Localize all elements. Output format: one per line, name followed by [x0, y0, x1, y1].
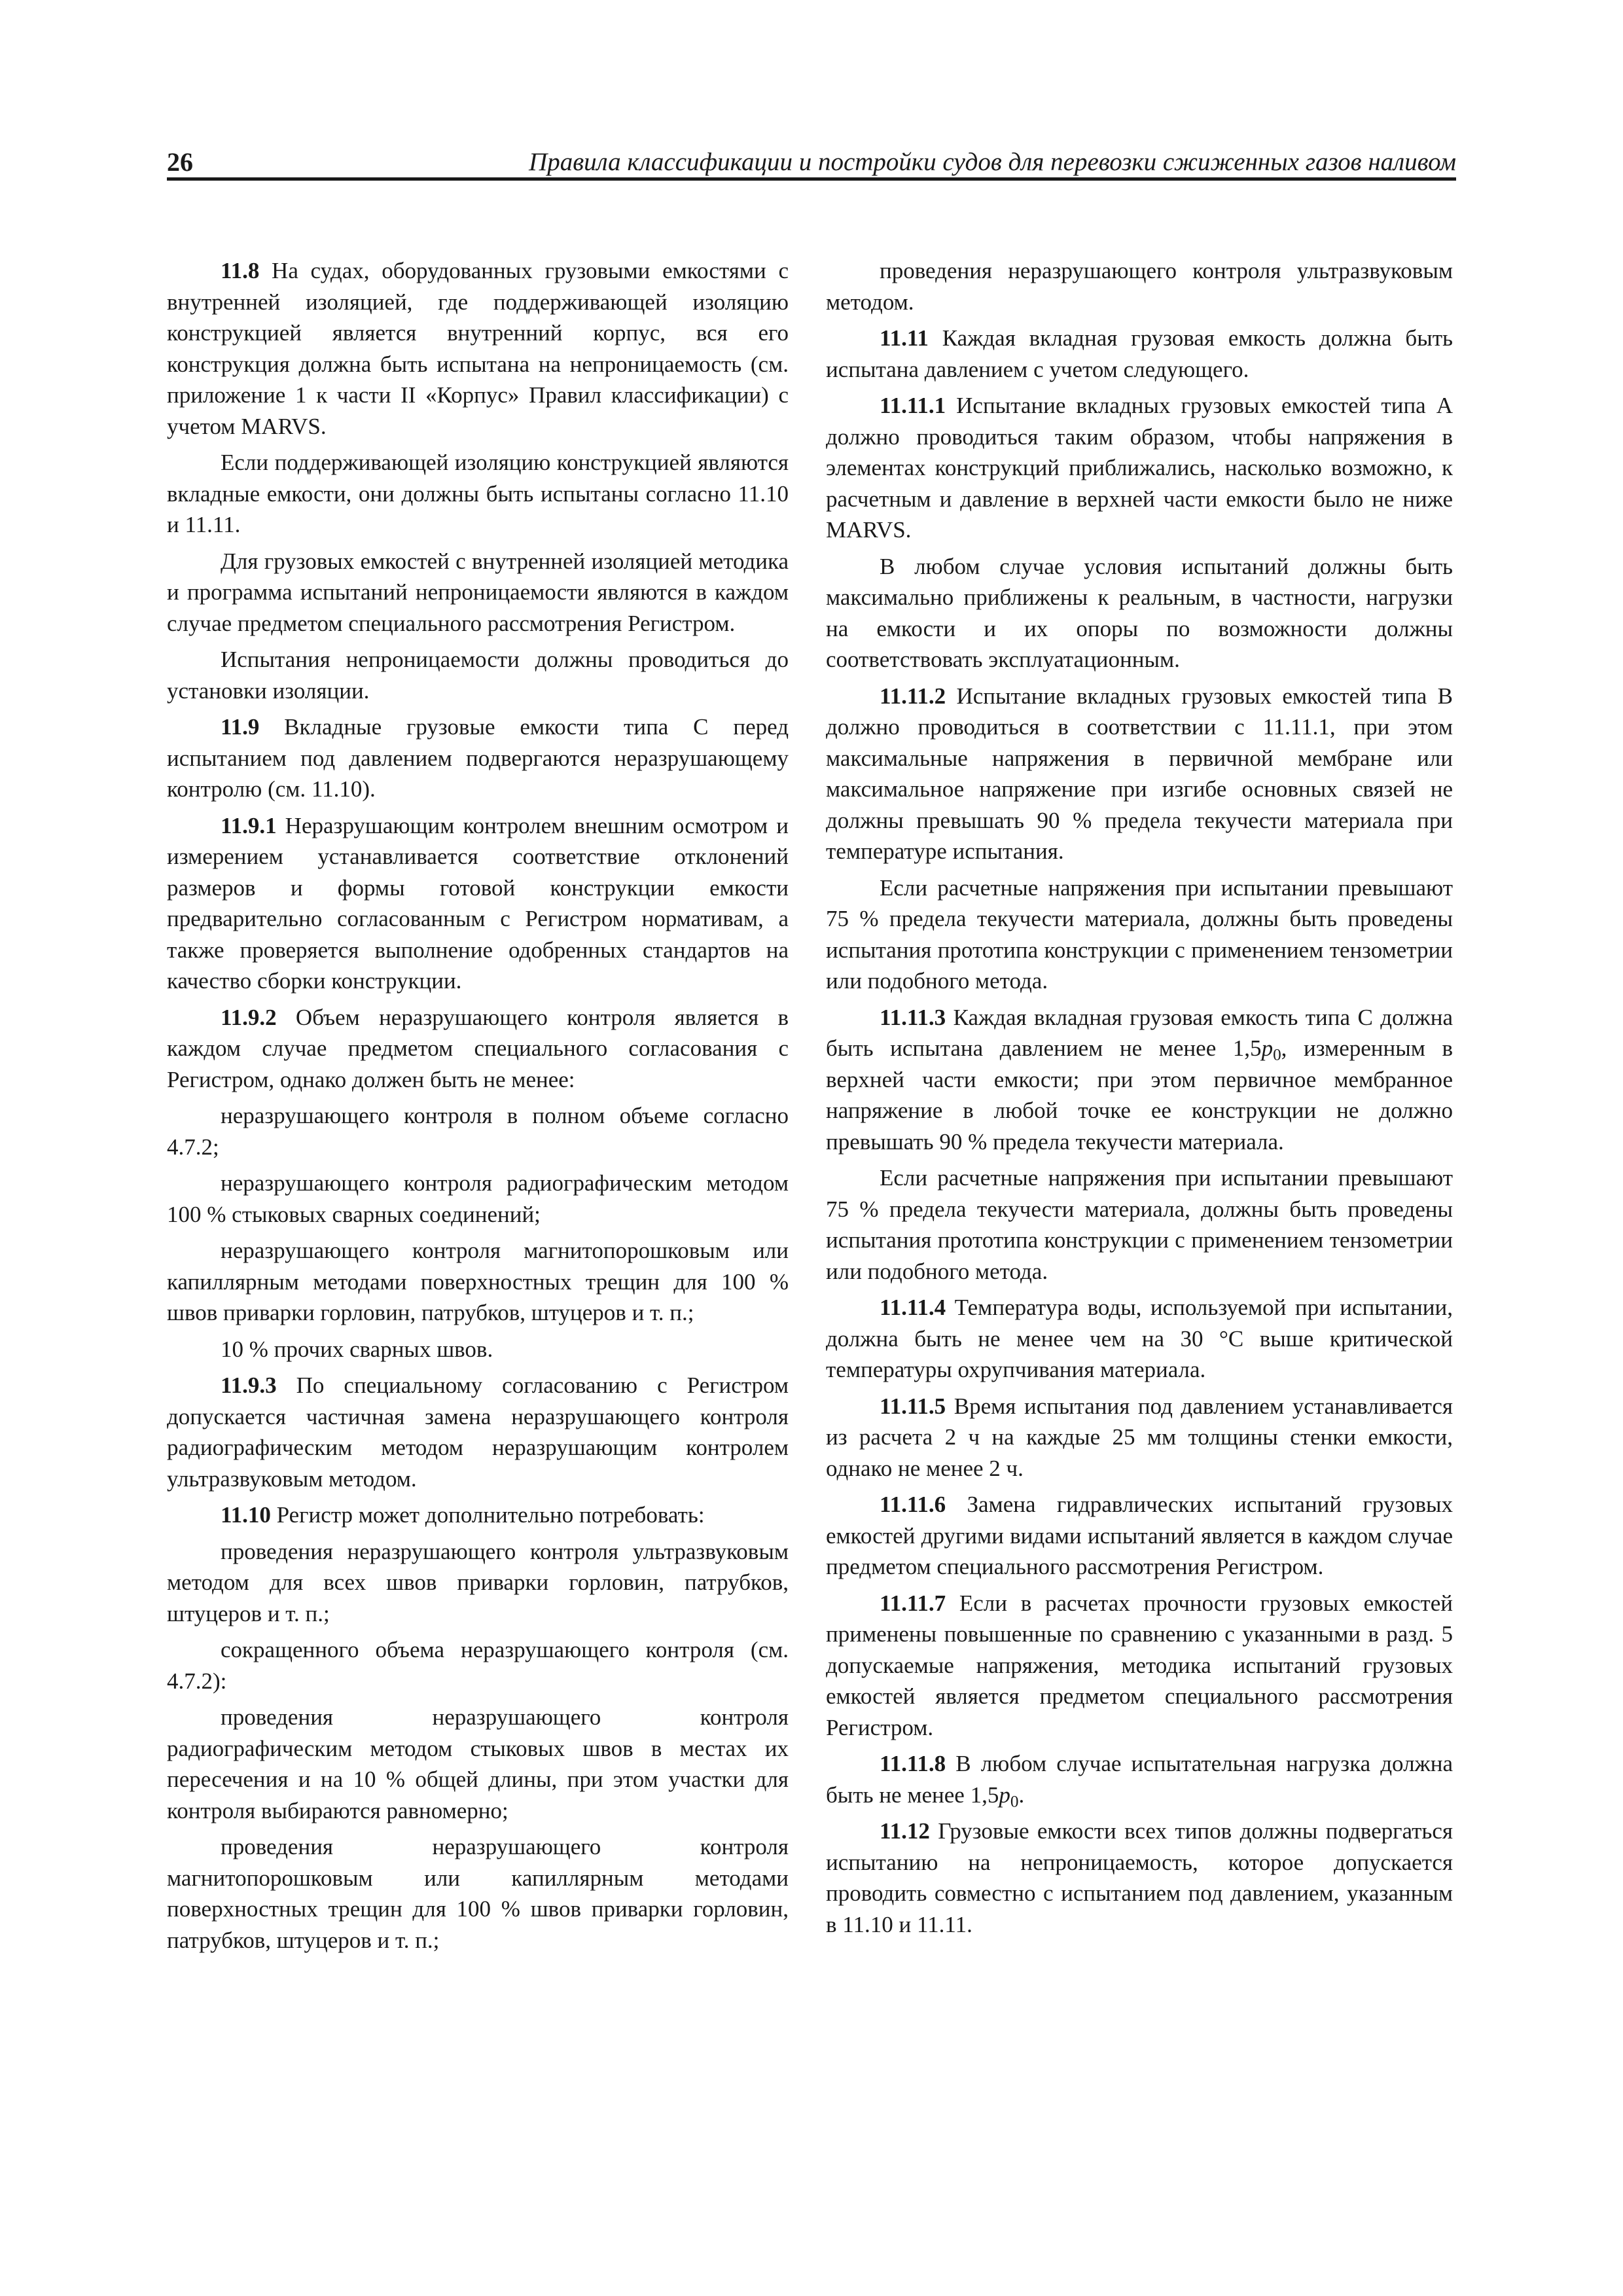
- paragraph: [826, 255, 1453, 317]
- paragraph: [826, 323, 1453, 385]
- clause-number: 11.11.1: [880, 393, 946, 418]
- right-column: [826, 255, 1453, 1945]
- paragraph: [826, 1816, 1453, 1940]
- paragraph-text: Регистр может дополнительно потребовать:: [270, 1502, 705, 1528]
- paragraph: [826, 681, 1453, 867]
- clause-number: 11.8: [221, 258, 260, 283]
- paragraph: [826, 1292, 1453, 1386]
- clause-number: 11.11.8: [880, 1751, 946, 1776]
- paragraph: [167, 1831, 789, 1956]
- paragraph-text: Время испытания под давлением устанавливается из расчета 2 ч на каждые 25 мм толщины стенки емкости, однако не менее 2 ч.: [826, 1393, 1453, 1481]
- clause-number: 11.9: [221, 714, 260, 740]
- clause-number: 11.11.3: [880, 1004, 946, 1030]
- paragraph-text: проведения неразрушающего контроля ультразвуковым методом для всех швов приварки горловин, патрубков, штуцеров и т. п.;: [167, 1538, 789, 1626]
- paragraph: [167, 1536, 789, 1630]
- clause-number: 11.9.1: [221, 812, 277, 838]
- paragraph: [826, 1162, 1453, 1287]
- clause-number: 11.11.6: [880, 1492, 946, 1517]
- paragraph-text: сокращенного объема неразрушающего контроля (см. 4.7.2):: [167, 1637, 789, 1694]
- paragraph: [167, 1168, 789, 1230]
- clause-number: 11.12: [880, 1818, 930, 1844]
- clause-number: 11.11.7: [880, 1590, 946, 1616]
- paragraph: [167, 1634, 789, 1696]
- header-rule: [167, 177, 1456, 181]
- paragraph-text: На судах, оборудованных грузовыми емкостями с внутренней изоляцией, где поддерживающей изоляцию конструкцией является внутренний корпус, вся его конструкция должна быть испытана на непроницаемость (см. приложение 1 к части II «Корпус» Правил классификации) с учетом MARVS.: [167, 258, 789, 439]
- paragraph-text: Температура воды, используемой при испытании, должна быть не менее чем на 30 °С выше критической температуры охрупчивания материала.: [826, 1295, 1453, 1382]
- paragraph: [826, 1002, 1453, 1158]
- clause-number: 11.11: [880, 325, 929, 351]
- paragraph-text: проведения неразрушающего контроля ультразвуковым методом.: [826, 258, 1453, 315]
- running-title: Правила классификации и постройки судов для перевозки сжиженных газов наливом: [529, 148, 1456, 176]
- paragraph: [826, 1391, 1453, 1484]
- paragraph-text: Неразрушающим контролем внешним осмотром и измерением устанавливается соответствие отклонений размеров и формы готовой конструкции емкости предварительно согласованным с Регистром нормативам, а также проверяется выполнение одобренных стандартов на качество сборки конструкции.: [167, 812, 789, 994]
- paragraph-text: Испытания непроницаемости должны проводиться до установки изоляции.: [167, 647, 789, 704]
- paragraph-text: Если расчетные напряжения при испытании превышают 75 % предела текучести материала, должны быть проведены испытания прототипа конструкции с применением тензометрии или подобного метода.: [826, 874, 1453, 994]
- paragraph-text: В любом случае условия испытаний должны быть максимально приближены к реальным, в частности, нагрузки на емкости и их опоры по возможности должны соответствовать эксплуатационным.: [826, 553, 1453, 672]
- paragraph: [826, 1489, 1453, 1583]
- paragraph-text: По специальному согласованию с Регистром допускается частичная замена неразрушающего контроля радиографическим методом неразрушающим контролем ультразвуковым методом.: [167, 1372, 789, 1492]
- paragraph: [826, 390, 1453, 546]
- paragraph: [167, 1100, 789, 1162]
- paragraph: [826, 872, 1453, 997]
- paragraph: [826, 551, 1453, 675]
- paragraph: [826, 1748, 1453, 1810]
- paragraph-text: Если поддерживающей изоляцию конструкцией являются вкладные емкости, они должны быть испытаны согласно 11.10 и 11.11.: [167, 450, 789, 537]
- paragraph-text: 10 % прочих сварных швов.: [221, 1336, 493, 1362]
- paragraph-text: Каждая вкладная грузовая емкость типа С должна быть испытана давлением не менее $1,5p_0$, измеренным в верхней части емкости; при этом первичное мембранное напряжение в любой точке ее конструкции не должно превышать 90 % предела текучести материала.: [826, 1004, 1453, 1155]
- paragraph-text: Объем неразрушающего контроля является в каждом случае предметом специального согласования с Регистром, однако должен быть не менее:: [167, 1004, 789, 1092]
- clause-number: 11.11.2: [880, 683, 946, 709]
- clause-number: 11.11.4: [880, 1295, 946, 1320]
- left-column: [167, 255, 789, 1961]
- clause-number: 11.9.3: [221, 1372, 277, 1398]
- paragraph-text: Каждая вкладная грузовая емкость должна быть испытана давлением с учетом следующего.: [826, 325, 1453, 382]
- paragraph-text: Испытание вкладных грузовых емкостей типа А должно проводиться таким образом, чтобы напряжения в элементах конструкций приближались, насколько возможно, к расчетным и давление в верхней части емкости было не ниже MARVS.: [826, 393, 1453, 543]
- paragraph: [167, 711, 789, 805]
- clause-number: 11.11.5: [880, 1393, 946, 1419]
- paragraph: [826, 1588, 1453, 1744]
- paragraph-text: проведения неразрушающего контроля радиографическим методом стыковых швов в местах их пересечения и на 10 % общей длины, при этом участки для контроля выбираются равномерно;: [167, 1704, 789, 1823]
- paragraph-text: Замена гидравлических испытаний грузовых емкостей другими видами испытаний является в каждом случае предметом специального рассмотрения Регистром.: [826, 1492, 1453, 1579]
- paragraph: [167, 447, 789, 541]
- paragraph: [167, 255, 789, 442]
- paragraph: [167, 644, 789, 706]
- paragraph-text: Если расчетные напряжения при испытании превышают 75 % предела текучести материала, должны быть проведены испытания прототипа конструкции с применением тензометрии или подобного метода.: [826, 1165, 1453, 1284]
- paragraph-text: Для грузовых емкостей с внутренней изоляцией методика и программа испытаний непроницаемости являются в каждом случае предметом специального рассмотрения Регистром.: [167, 548, 789, 636]
- paragraph: [167, 1702, 789, 1826]
- paragraph-text: неразрушающего контроля магнитопорошковым или капиллярным методами поверхностных трещин для 100 % швов приварки горловин, патрубков, штуцеров и т. п.;: [167, 1238, 789, 1325]
- clause-number: 11.10: [221, 1502, 271, 1528]
- paragraph: [167, 546, 789, 639]
- paragraph-text: Испытание вкладных грузовых емкостей типа В должно проводиться в соответствии с 11.11.1, при этом максимальные напряжения в первичной мембране или максимальное напряжение при изгибе основных связей не должны превышать 90 % предела текучести материала при температуре испытания.: [826, 683, 1453, 864]
- paragraph: [167, 1499, 789, 1531]
- paragraph-text: неразрушающего контроля в полном объеме согласно 4.7.2;: [167, 1103, 789, 1160]
- paragraph: [167, 1370, 789, 1494]
- paragraph: [167, 1235, 789, 1329]
- paragraph-text: неразрушающего контроля радиографическим методом 100 % стыковых сварных соединений;: [167, 1170, 789, 1227]
- paragraph-text: проведения неразрушающего контроля магнитопорошковым или капиллярным методами поверхностных трещин для 100 % швов приварки горловин, патрубков, штуцеров и т. п.;: [167, 1834, 789, 1953]
- paragraph-text: Если в расчетах прочности грузовых емкостей применены повышенные по сравнению с указанными в разд. 5 допускаемые напряжения, методика испытаний грузовых емкостей является предметом специального рассмотрения Регистром.: [826, 1590, 1453, 1740]
- paragraph: [167, 1002, 789, 1096]
- paragraph: [167, 1334, 789, 1365]
- page-number: 26: [167, 147, 193, 177]
- paragraph-text: Грузовые емкости всех типов должны подвергаться испытанию на непроницаемость, которое допускается проводить совместно с испытанием под давлением, указанным в 11.10 и 11.11.: [826, 1818, 1453, 1937]
- clause-number: 11.9.2: [221, 1004, 277, 1030]
- paragraph-text: В любом случае испытательная нагрузка должна быть не менее $1,5p_0$.: [826, 1751, 1453, 1810]
- paragraph: [167, 810, 789, 997]
- paragraph-text: Вкладные грузовые емкости типа С перед испытанием под давлением подвергаются неразрушающему контролю (см. 11.10).: [167, 714, 789, 802]
